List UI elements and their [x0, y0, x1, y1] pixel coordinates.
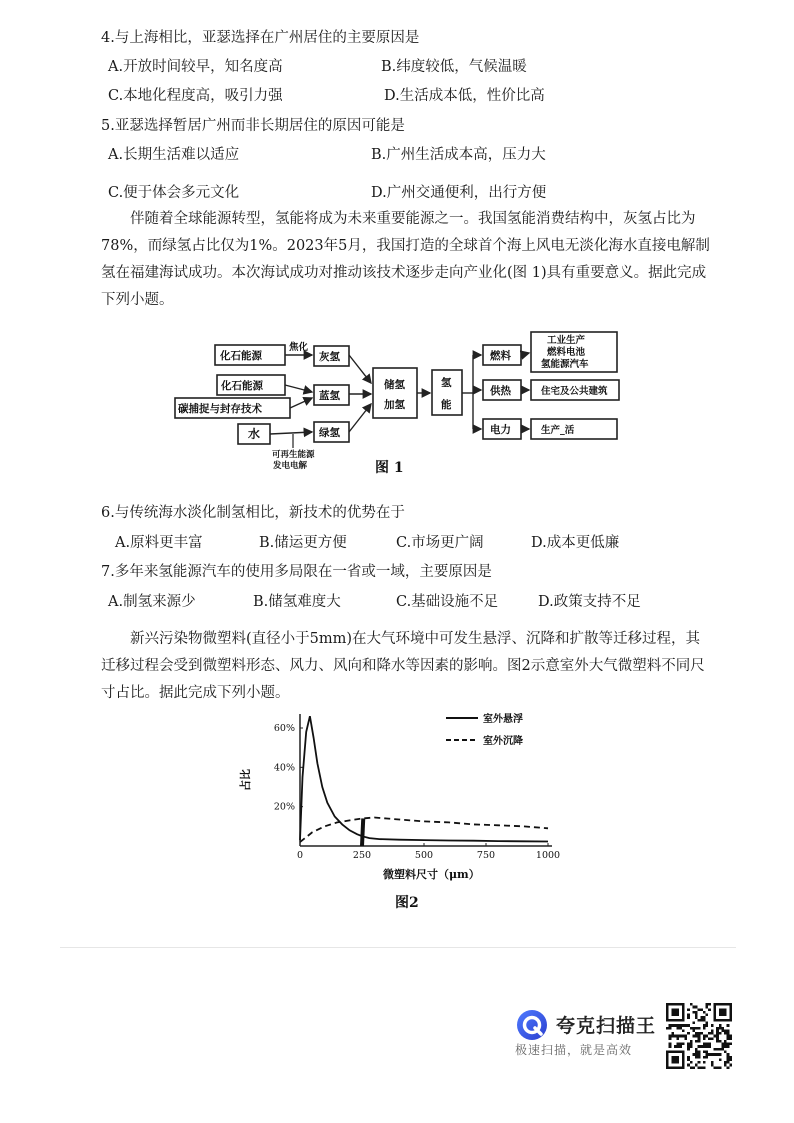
source-fossil-1-label: 化石能源	[220, 350, 262, 362]
process-coking-label: 焦化	[289, 342, 309, 353]
q4-option-a: A.开放时间较早，知名度高	[108, 59, 283, 75]
chart-x-tick-label: 1000	[535, 850, 561, 861]
legend-label: 室外沉降	[483, 736, 523, 747]
qr-code-icon	[666, 1003, 732, 1069]
series-deposition-line	[300, 818, 548, 843]
output-industry-label-1: 工业生产	[547, 335, 586, 346]
storage-label-1: 储氢	[384, 379, 405, 391]
output-industry-label-3: 氢能源汽车	[541, 359, 589, 370]
q5-option-b: B.广州生活成本高，压力大	[371, 147, 546, 163]
green-hydrogen-label: 绿氢	[319, 427, 340, 439]
chart-x-tick-label: 750	[476, 850, 496, 861]
use-heat-label: 供热	[490, 385, 511, 397]
q7-option-b: B.储氢难度大	[253, 594, 341, 610]
storage-label-2: 加氢	[384, 399, 405, 411]
scanner-brand	[515, 1008, 665, 1068]
source-water-label: 水	[248, 427, 261, 441]
figure2-chart	[238, 708, 568, 913]
renewable-label-1: 可再生能源	[272, 450, 315, 460]
chart-y-axis-label: 占比	[239, 769, 252, 791]
chart-y-tick-label: 40%	[273, 762, 295, 774]
q5-option-d: D.广州交通便利，出行方便	[371, 185, 547, 201]
q7-stem: 7.多年来氢能源汽车的使用多局限在一省或一域，主要原因是	[101, 564, 492, 580]
q6-option-a: A.原料更丰富	[115, 535, 203, 551]
q4-option-b: B.纬度较低，气候温暖	[381, 59, 527, 75]
hydrogen-energy-label-1: 氢	[441, 377, 452, 389]
q6-option-c: C.市场更广阔	[396, 535, 484, 551]
q6-stem: 6.与传统海水淡化制氢相比，新技术的优势在于	[101, 505, 405, 521]
q5-option-c: C.便于体会多元文化	[108, 185, 240, 201]
q5-option-a: A.长期生活难以适应	[108, 147, 240, 163]
output-building-label: 住宅及公共建筑	[541, 386, 608, 397]
source-ccs-label: 碳捕捉与封存技术	[178, 403, 262, 415]
q4-stem: 4.与上海相比，亚瑟选择在广州居住的主要原因是	[101, 30, 420, 46]
chart-x-tick-label: 0	[296, 850, 304, 861]
q6-option-b: B.储运更方便	[259, 535, 347, 551]
legend-label: 室外悬浮	[483, 714, 523, 725]
footer-divider	[60, 947, 736, 948]
brand-name: 夸克扫描王	[556, 1015, 657, 1037]
figure1-caption: 图 1	[375, 460, 404, 476]
q7-option-a: A.制氢来源少	[108, 594, 196, 610]
chart-x-tick-label: 500	[414, 850, 434, 861]
q7-option-c: C.基础设施不足	[396, 594, 499, 610]
use-power-label: 电力	[490, 424, 511, 436]
passage-microplastics: 新兴污染物微塑料(直径小于5mm)在大气环境中可发生悬浮、沉降和扩散等迁移过程，其迁移过程会受到微塑料形态、风力、风向和降水等因素的影响。图2示意室外大气微塑料不同尺寸占比。据此完成下列小题。	[101, 631, 705, 701]
source-fossil-2-label: 化石能源	[221, 380, 263, 392]
output-life-label: 生产_活	[541, 425, 575, 436]
passage-hydrogen: 伴随着全球能源转型，氢能将成为未来重要能源之一。我国氢能消费结构中，灰氢占比为78%，而绿氢占比仅为1%。2023年5月，我国打造的全球首个海上风电无淡化海水直接电解制氢在福建海试成功。本次海试成功对推动该技术逐步走向产业化(图 1)具有重要意义。据此完成下列小题。	[101, 211, 710, 308]
chart-x-axis-label: 微塑料尺寸（μm）	[383, 868, 480, 881]
chart-caption: 图2	[395, 895, 419, 911]
hydrogen-energy-label-2: 能	[441, 399, 452, 411]
q4-option-d: D.生活成本低，性价比高	[384, 88, 545, 104]
output-industry-label-2: 燃料电池	[547, 347, 586, 358]
q5-stem: 5.亚瑟选择暂居广州而非长期居住的原因可能是	[101, 118, 405, 134]
figure1-flow-diagram	[178, 328, 625, 480]
chart-y-tick-label: 20%	[273, 801, 295, 813]
q4-option-c: C.本地化程度高，吸引力强	[108, 88, 283, 104]
chart-x-tick-label: 250	[352, 850, 372, 861]
q6-option-d: D.成本更低廉	[531, 535, 620, 551]
marker-250-bar	[362, 818, 363, 846]
blue-hydrogen-label: 蓝氢	[319, 390, 340, 402]
brand-slogan: 极速扫描，就是高效	[515, 1043, 633, 1057]
quark-logo-icon	[515, 1008, 549, 1042]
grey-hydrogen-label: 灰氢	[319, 351, 340, 363]
renewable-label-2: 发电电解	[273, 461, 308, 471]
q7-option-d: D.政策支持不足	[538, 594, 641, 610]
use-fuel-label: 燃料	[490, 350, 511, 362]
chart-y-tick-label: 60%	[273, 723, 295, 734]
